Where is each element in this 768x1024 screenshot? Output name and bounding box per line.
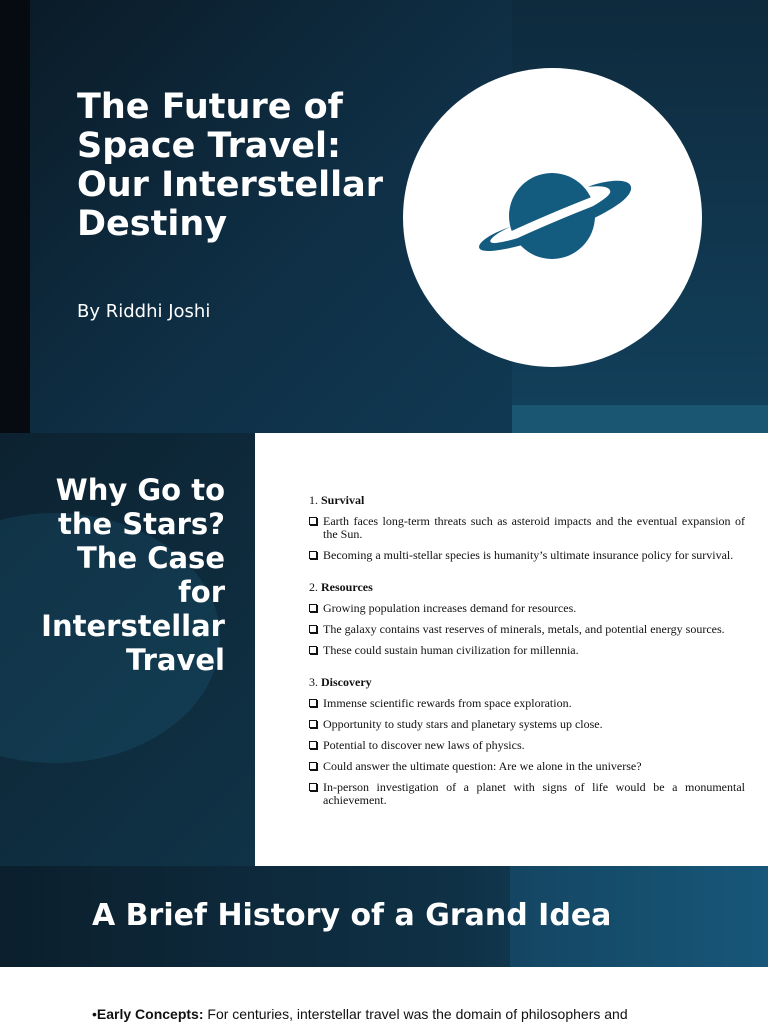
checkbox-bullet-icon [309, 783, 317, 791]
slide-title: A Brief History of a Grand Idea [92, 898, 612, 933]
list-item-text: Potential to discover new laws of physics. [323, 738, 525, 752]
section-discovery [309, 675, 745, 807]
slide-edge [0, 0, 30, 433]
content-panel [255, 433, 768, 866]
list-item [309, 760, 745, 773]
heading-line: Why Go to [55, 473, 225, 507]
section-resources [309, 580, 745, 657]
section-title [309, 493, 745, 508]
list-item-text: In-person investigation of a planet with signs of life would be a monumental achievement. [323, 780, 745, 807]
slide-heading [20, 473, 225, 677]
section-survival [309, 493, 745, 562]
section-title [309, 580, 745, 595]
planet-ringed-icon [470, 165, 640, 265]
author-byline: By Riddhi Joshi [77, 301, 211, 322]
list-item [309, 697, 745, 710]
list-item [309, 644, 745, 657]
section-number: 1. [309, 493, 318, 507]
list-item [309, 602, 745, 615]
section-title [309, 675, 745, 690]
section-label: Survival [321, 493, 365, 507]
body-label: Early Concepts: [96, 1006, 204, 1022]
checkbox-bullet-icon [309, 517, 317, 525]
checkbox-bullet-icon [309, 699, 317, 707]
checkbox-bullet-icon [309, 720, 317, 728]
list-item-text: The galaxy contains vast reserves of minerals, metals, and potential energy sources. [323, 622, 725, 636]
section-number: 3. [309, 675, 318, 689]
checkbox-bullet-icon [309, 551, 317, 559]
list-item-text: Growing population increases demand for resources. [323, 601, 577, 615]
title-line: Our Interstellar [77, 165, 383, 205]
list-item [309, 549, 745, 562]
list-item [309, 623, 745, 636]
slide-title [77, 88, 397, 244]
title-line: Destiny [77, 204, 228, 244]
heading-line: The Case [77, 541, 225, 575]
section-label: Discovery [321, 675, 372, 689]
list-item-text: Earth faces long-term threats such as asteroid impacts and the eventual expansion of the Sun. [323, 514, 745, 541]
heading-line: for [178, 575, 225, 609]
list-item [309, 718, 745, 731]
heading-line: Interstellar [41, 609, 225, 643]
list-item-text: Immense scientific rewards from space exploration. [323, 696, 572, 710]
title-line: Space Travel: [77, 126, 342, 166]
checkbox-bullet-icon [309, 741, 317, 749]
list-item [309, 739, 745, 752]
list-item-text: These could sustain human civilization for millennia. [323, 643, 579, 657]
content-slide [0, 433, 768, 866]
section-label: Resources [321, 580, 373, 594]
checkbox-bullet-icon [309, 604, 317, 612]
background-band [512, 405, 768, 433]
list-item-text: Becoming a multi-stellar species is humanity’s ultimate insurance policy for survival. [323, 548, 734, 562]
body-text-content: For centuries, interstellar travel was the domain of philosophers and [203, 1006, 628, 1022]
section-number: 2. [309, 580, 318, 594]
checkbox-bullet-icon [309, 762, 317, 770]
list-item [309, 515, 745, 541]
checkbox-bullet-icon [309, 625, 317, 633]
title-slide [0, 0, 768, 433]
list-item-text: Opportunity to study stars and planetary systems up close. [323, 717, 603, 731]
title-line: The Future of [77, 87, 343, 127]
list-item [309, 781, 745, 807]
history-slide [0, 866, 768, 967]
heading-line: Travel [126, 643, 225, 677]
heading-line: the Stars? [58, 507, 225, 541]
list-item-text: Could answer the ultimate question: Are we alone in the universe? [323, 759, 642, 773]
bullet-dot: • [92, 1006, 97, 1022]
checkbox-bullet-icon [309, 646, 317, 654]
body-text [92, 1006, 732, 1022]
